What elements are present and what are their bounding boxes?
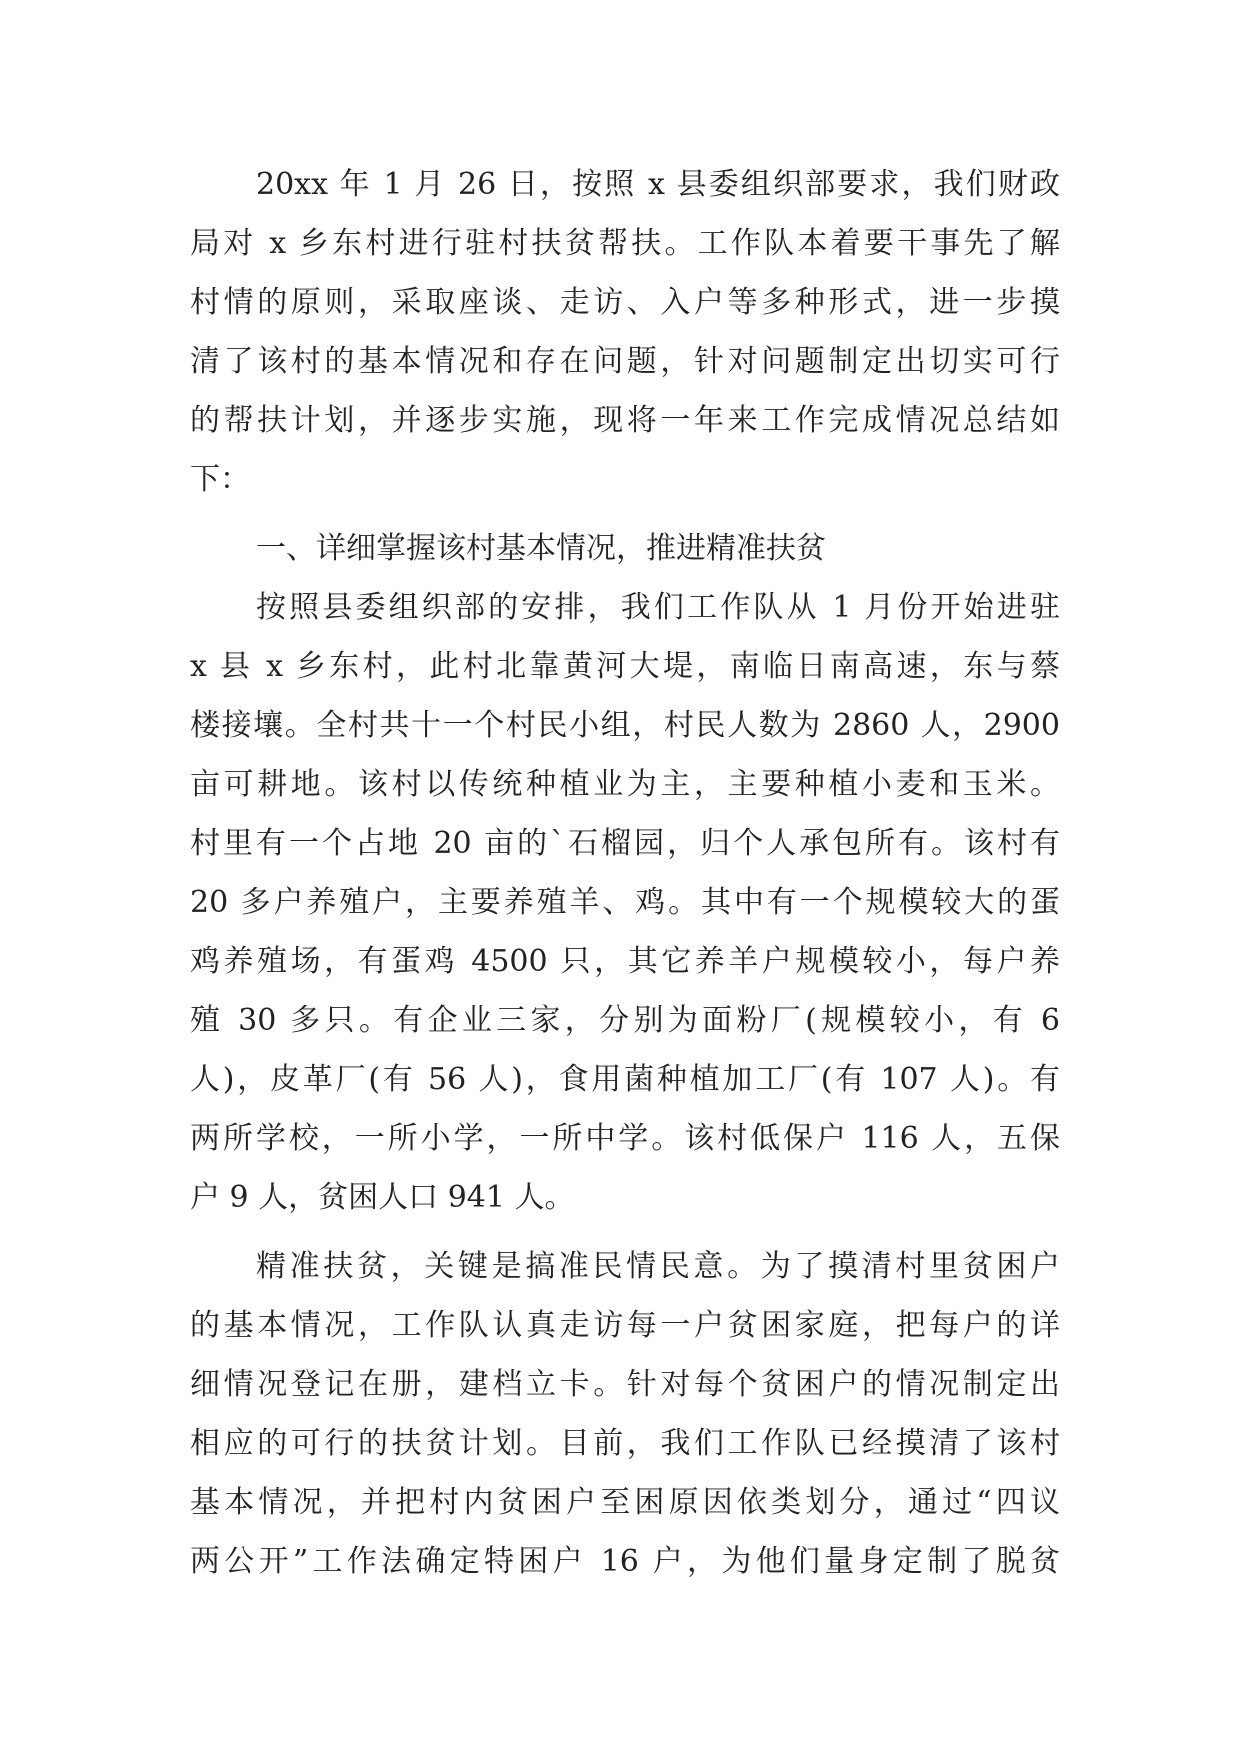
text-line: 20xx 年 1 月 26 日，按照 x 县委组织部要求，我们财政 xyxy=(256,167,1060,202)
text-line: 局对 x 乡东村进行驻村扶贫帮扶。工作队本着要干事先了解 xyxy=(190,226,1060,261)
text-line: 村情的原则，采取座谈、走访、入户等多种形式，进一步摸 xyxy=(190,285,1060,320)
text-line: 楼接壤。全村共十一个村民小组，村民人数为 2860 人，2900 xyxy=(190,708,1060,743)
text-line: 殖 30 多只。有企业三家，分别为面粉厂(规模较小，有 6 xyxy=(190,1003,1060,1038)
text-line: 鸡养殖场，有蛋鸡 4500 只，其它养羊户规模较小，每户养 xyxy=(190,944,1060,979)
document-body xyxy=(190,155,1060,1591)
text-line: 基本情况，并把村内贫困户至困原因依类划分，通过“四议 xyxy=(190,1485,1060,1520)
section-heading xyxy=(190,519,1060,578)
text-line: 人)，皮革厂(有 56 人)，食用菌种植加工厂(有 107 人)。有 xyxy=(190,1062,1060,1097)
text-line: 清了该村的基本情况和存在问题，针对问题制定出切实可行 xyxy=(190,344,1060,379)
paragraph-intro xyxy=(190,155,1060,509)
paragraph-precision-aid xyxy=(190,1237,1060,1591)
text-line: 相应的可行的扶贫计划。目前，我们工作队已经摸清了该村 xyxy=(190,1426,1060,1461)
text-line: 按照县委组织部的安排，我们工作队从 1 月份开始进驻 xyxy=(256,590,1060,625)
text-line: 两公开”工作法确定特困户 16 户，为他们量身定制了脱贫 xyxy=(190,1544,1060,1579)
text-line: 下： xyxy=(190,462,250,497)
text-line: 户 9 人，贫困人口 941 人。 xyxy=(190,1180,575,1215)
text-line: 精准扶贫，关键是搞准民情民意。为了摸清村里贫困户 xyxy=(256,1249,1060,1284)
text-line: 的基本情况，工作队认真走访每一户贫困家庭，把每户的详 xyxy=(190,1308,1060,1343)
text-line: 村里有一个占地 20 亩的`石榴园，归个人承包所有。该村有 xyxy=(190,826,1060,861)
text-line: 亩可耕地。该村以传统种植业为主，主要种植小麦和玉米。 xyxy=(190,767,1060,802)
paragraph-village-info xyxy=(190,578,1060,1227)
text-line: x 县 x 乡东村，此村北靠黄河大堤，南临日南高速，东与蔡 xyxy=(190,649,1060,684)
text-line: 的帮扶计划，并逐步实施，现将一年来工作完成情况总结如 xyxy=(190,403,1060,438)
text-line: 20 多户养殖户，主要养殖羊、鸡。其中有一个规模较大的蛋 xyxy=(190,885,1060,920)
text-line: 两所学校，一所小学，一所中学。该村低保户 116 人，五保 xyxy=(190,1121,1060,1156)
heading-line: 一、详细掌握该村基本情况，推进精准扶贫 xyxy=(256,531,826,566)
text-line: 细情况登记在册，建档立卡。针对每个贫困户的情况制定出 xyxy=(190,1367,1060,1402)
